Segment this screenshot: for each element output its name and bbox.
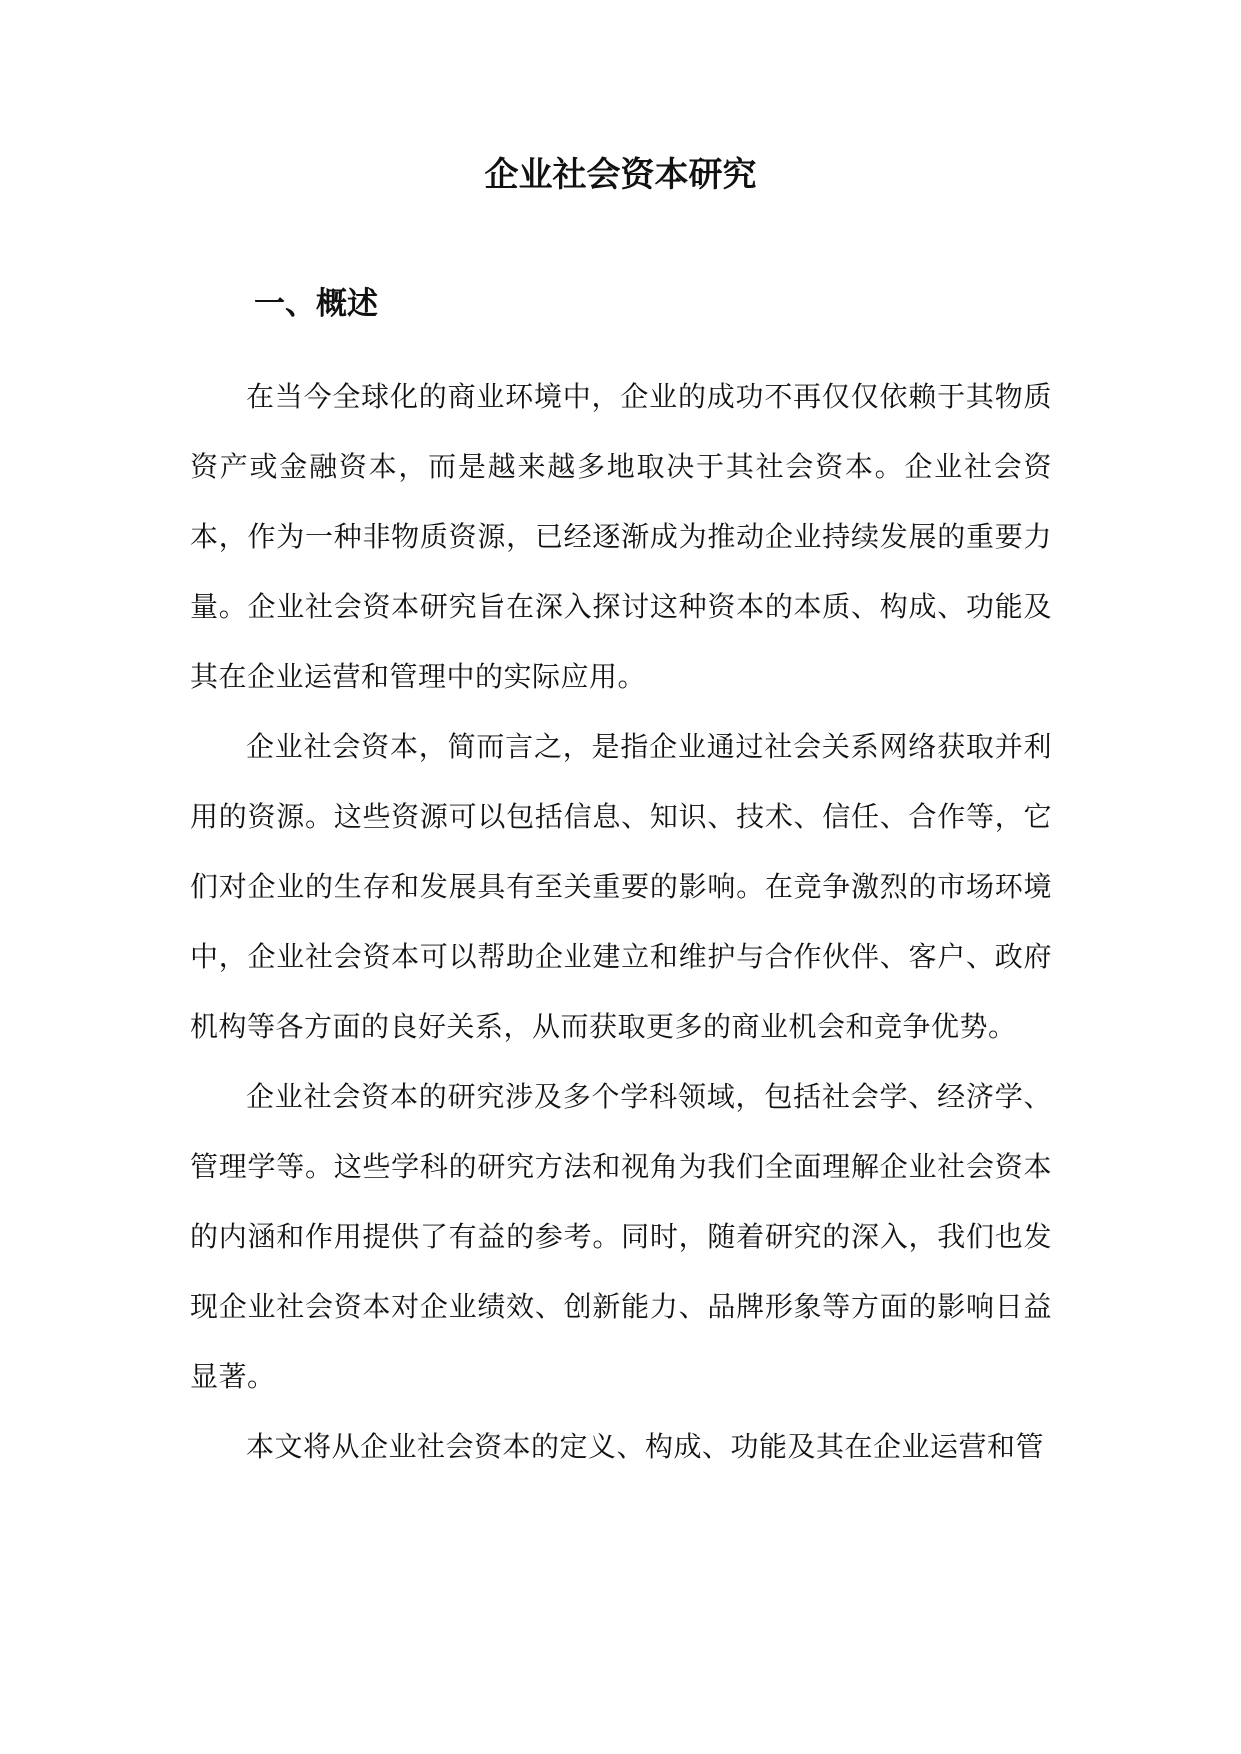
paragraph: 企业社会资本，简而言之，是指企业通过社会关系网络获取并利用的资源。这些资源可以包括信息、知识、技术、信任、合作等，它们对企业的生存和发展具有至关重要的影响。在竞争激烈的市场环境中，企业社会资本可以帮助企业建立和维护与合作伙伴、客户、政府机构等各方面的良好关系，从而获取更多的商业机会和竞争优势。	[190, 730, 1052, 1043]
body-text	[190, 362, 1052, 1482]
paragraph: 本文将从企业社会资本的定义、构成、功能及其在企业运营和管	[246, 1430, 1045, 1463]
section-heading: 一、概述	[254, 286, 378, 322]
paragraph: 企业社会资本的研究涉及多个学科领域，包括社会学、经济学、管理学等。这些学科的研究方法和视角为我们全面理解企业社会资本的内涵和作用提供了有益的参考。同时，随着研究的深入，我们也发现企业社会资本对企业绩效、创新能力、品牌形象等方面的影响日益显著。	[190, 1080, 1052, 1393]
paragraph: 在当今全球化的商业环境中，企业的成功不再仅仅依赖于其物质资产或金融资本，而是越来越多地取决于其社会资本。企业社会资本，作为一种非物质资源，已经逐渐成为推动企业持续发展的重要力量。企业社会资本研究旨在深入探讨这种资本的本质、构成、功能及其在企业运营和管理中的实际应用。	[190, 380, 1052, 693]
document-title: 企业社会资本研究	[484, 155, 757, 195]
